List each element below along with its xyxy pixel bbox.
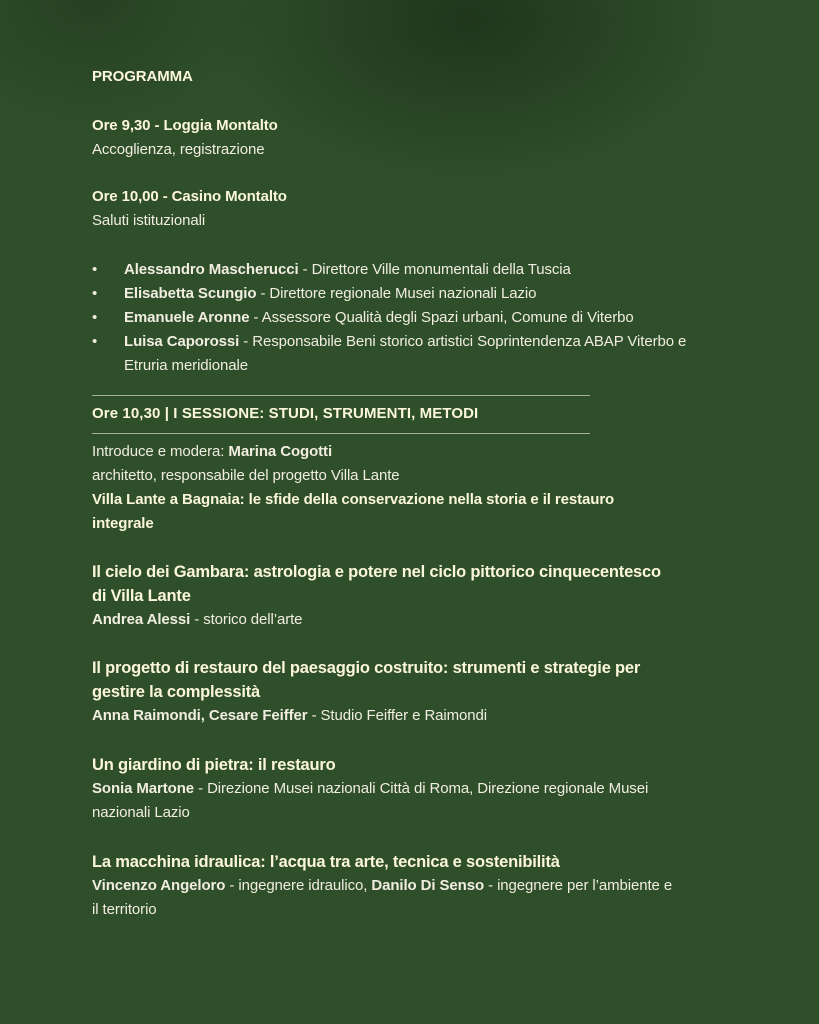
slot-greetings bbox=[92, 185, 287, 233]
moderator-name: Marina Cogotti bbox=[228, 443, 333, 460]
talk-title: Il cielo dei Gambara: astrologia e potere nel ciclo pittorico cinquecentesco bbox=[92, 563, 661, 581]
slot-time-place: Ore 9,30 - Loggia Montalto bbox=[92, 117, 278, 134]
talk-title-continued: gestire la complessità bbox=[92, 683, 261, 701]
guest-role-continued: Etruria meridionale bbox=[124, 357, 248, 374]
guest-role: - Direttore regionale Musei nazionali Lazio bbox=[256, 285, 537, 302]
list-item bbox=[92, 282, 742, 306]
guest-name: Emanuele Aronne bbox=[124, 309, 250, 326]
list-item bbox=[92, 306, 742, 330]
talk-title: Un giardino di pietra: il restauro bbox=[92, 756, 336, 774]
bullet-icon: • bbox=[92, 261, 98, 278]
slot-description: Saluti istituzionali bbox=[92, 212, 206, 229]
divider-bottom bbox=[92, 433, 590, 434]
talk-paesaggio bbox=[92, 656, 752, 728]
speaker-name: Danilo Di Senso bbox=[371, 877, 485, 894]
speaker-name: Vincenzo Angeloro bbox=[92, 877, 226, 894]
bullet-icon: • bbox=[92, 333, 98, 350]
guest-name: Alessandro Mascherucci bbox=[124, 261, 299, 278]
speaker-name: Sonia Martone bbox=[92, 780, 195, 797]
guest-role: - Direttore Ville monumentali della Tuscia bbox=[298, 261, 571, 278]
slot-description: Accoglienza, registrazione bbox=[92, 141, 265, 158]
bullet-icon: • bbox=[92, 309, 98, 326]
guest-name: Luisa Caporossi bbox=[124, 333, 240, 350]
speaker-role-continued: nazionali Lazio bbox=[92, 804, 190, 821]
slot-time-place: Ore 10,00 - Casino Montalto bbox=[92, 188, 287, 205]
talk-giardino bbox=[92, 753, 752, 825]
slot-welcome bbox=[92, 114, 278, 162]
bullet-icon: • bbox=[92, 285, 98, 302]
speaker-role: - ingegnere idraulico, bbox=[225, 877, 372, 894]
talk-title-continued: di Villa Lante bbox=[92, 587, 191, 605]
speaker-role: - ingegnere per l’ambiente e bbox=[484, 877, 673, 894]
talk-title: La macchina idraulica: l’acqua tra arte, tecnica e sostenibilità bbox=[92, 853, 560, 871]
guest-name: Elisabetta Scungio bbox=[124, 285, 257, 302]
talk-title: Il progetto di restauro del paesaggio costruito: strumenti e strategie per bbox=[92, 659, 641, 677]
divider-top bbox=[92, 395, 590, 396]
talk-title: Villa Lante a Bagnaia: le sfide della conservazione nella storia e il restauro bbox=[92, 491, 615, 508]
session-heading: Ore 10,30 | I SESSIONE: STUDI, STRUMENTI, METODI bbox=[92, 405, 479, 422]
speaker-role: - Studio Feiffer e Raimondi bbox=[307, 707, 488, 724]
guest-list bbox=[92, 258, 742, 378]
moderator-block bbox=[92, 440, 742, 536]
programma-label: PROGRAMMA bbox=[92, 68, 193, 85]
talk-macchina bbox=[92, 850, 752, 922]
list-item bbox=[92, 258, 742, 282]
talk-gambara bbox=[92, 560, 752, 632]
talk-title-continued: integrale bbox=[92, 515, 154, 532]
moderator-prefix: Introduce e modera: bbox=[92, 443, 229, 460]
guest-role: - Assessore Qualità degli Spazi urbani, Comune di Viterbo bbox=[249, 309, 634, 326]
guest-role: - Responsabile Beni storico artistici Soprintendenza ABAP Viterbo e bbox=[239, 333, 687, 350]
speaker-name: Anna Raimondi, Cesare Feiffer bbox=[92, 707, 308, 724]
speaker-role: - Direzione Musei nazionali Città di Roma, Direzione regionale Musei bbox=[194, 780, 649, 797]
speaker-role-continued: il territorio bbox=[92, 901, 157, 918]
speaker-name: Andrea Alessi bbox=[92, 611, 191, 628]
speaker-role: - storico dell’arte bbox=[190, 611, 303, 628]
moderator-role: architetto, responsabile del progetto Villa Lante bbox=[92, 467, 400, 484]
list-item bbox=[92, 330, 742, 378]
